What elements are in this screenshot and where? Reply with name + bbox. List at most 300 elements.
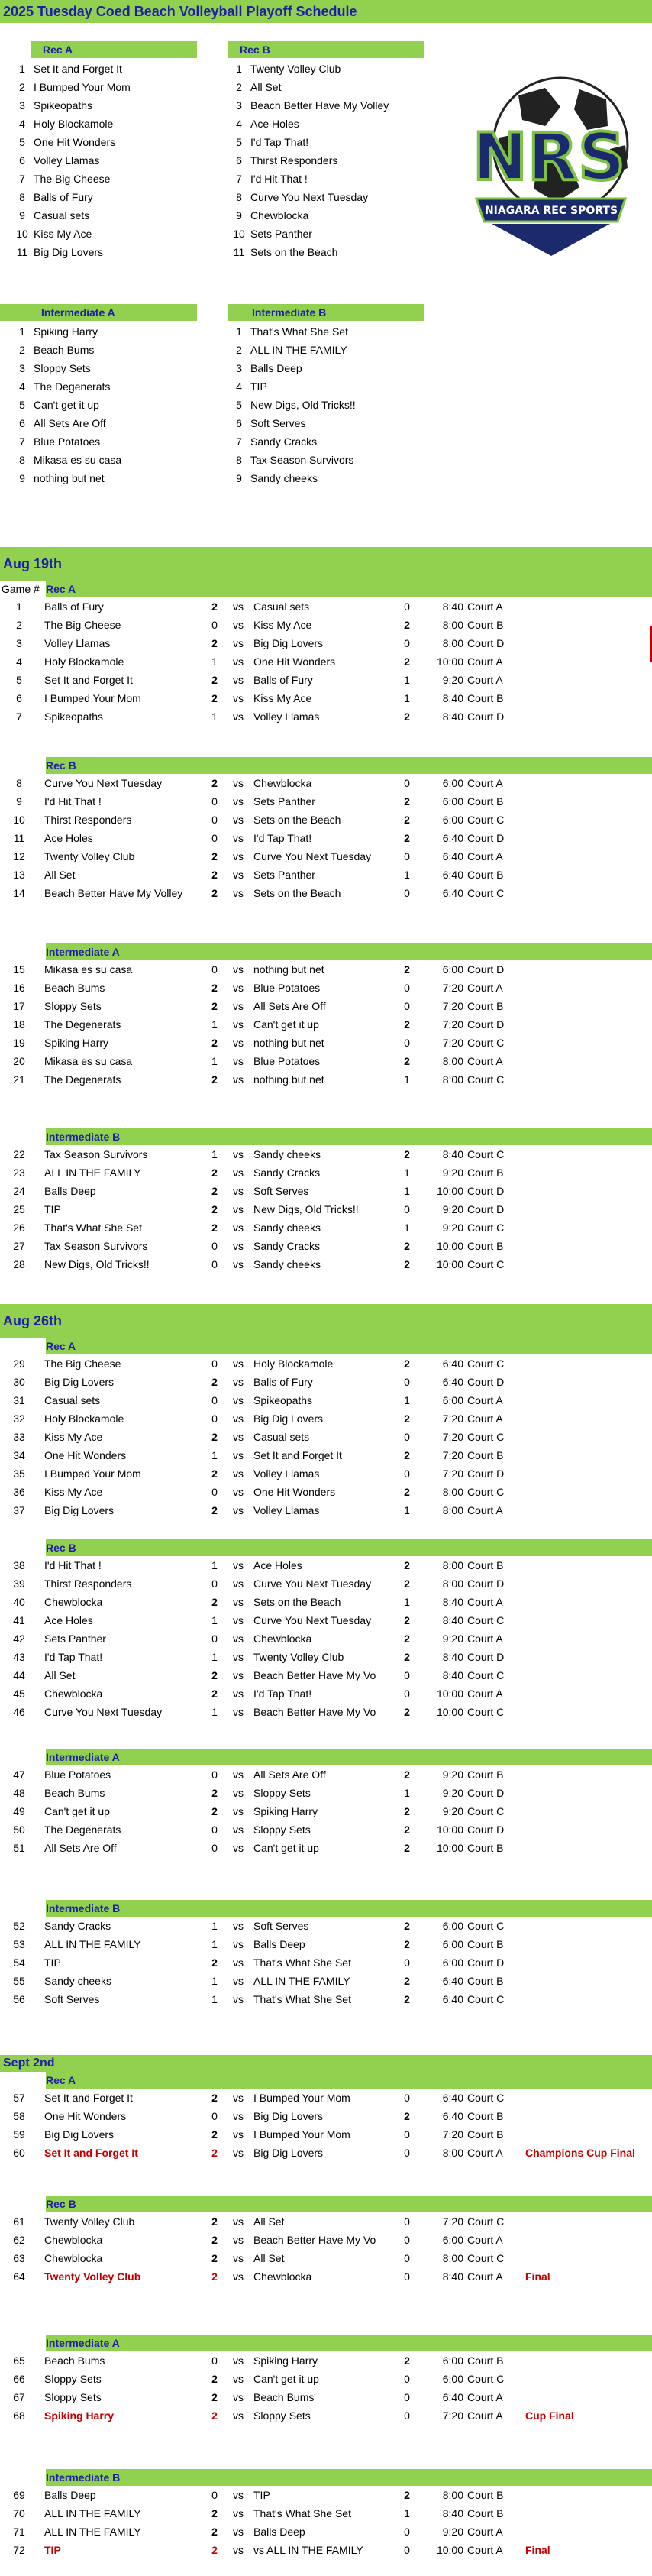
game-time: 8:40: [442, 692, 463, 704]
vs-label: vs: [233, 1000, 244, 1012]
game-number: 20: [13, 1055, 25, 1067]
seed-team-name: nothing but net: [34, 472, 105, 484]
vs-label: vs: [233, 710, 244, 723]
team-one: Balls Deep: [44, 1185, 96, 1197]
team-two-score: 1: [404, 1394, 410, 1406]
team-one: Kiss My Ace: [44, 1486, 103, 1498]
game-number: 39: [13, 1578, 25, 1590]
court: Court B: [467, 2507, 504, 2519]
game-row: [0, 1648, 652, 1666]
group-header: [0, 1539, 652, 1556]
court: Court C: [467, 1486, 505, 1498]
court: Court C: [467, 1431, 505, 1443]
game-time: 8:00: [442, 1055, 463, 1067]
team-one-score: 0: [211, 963, 218, 976]
seed-number: 9: [19, 209, 25, 222]
group-header: [0, 1338, 652, 1354]
team-two: Holy Blockamole: [253, 1358, 334, 1370]
game-row: [0, 2406, 652, 2425]
game-time: 7:20: [442, 1449, 463, 1461]
seed-number: 9: [236, 209, 242, 222]
seed-number: 9: [19, 472, 25, 484]
seed-team-name: Beach Better Have My Volley: [250, 99, 389, 112]
team-one-score: 2: [211, 1596, 218, 1608]
team-one: That's What She Set: [44, 1222, 142, 1234]
game-row: [0, 811, 652, 829]
game-time: 6:40: [442, 2110, 463, 2122]
game-row: [0, 2370, 652, 2388]
team-two-score: 0: [404, 2147, 410, 2159]
game-number: 51: [13, 1842, 25, 1854]
seed-team-name: Curve You Next Tuesday: [250, 191, 369, 203]
vs-label: vs: [233, 1240, 244, 1252]
game-row: [0, 707, 652, 726]
team-one: Sloppy Sets: [44, 1000, 102, 1012]
team-one: Spiking Harry: [44, 2409, 115, 2422]
team-two-score: 0: [404, 850, 410, 862]
game-number: 15: [13, 963, 25, 976]
game-time: 6:00: [442, 2373, 463, 2385]
game-number: 31: [13, 1394, 25, 1406]
team-two-score: 0: [404, 1468, 410, 1480]
seed-row: [11, 432, 217, 451]
team-one: I'd Hit That !: [44, 795, 102, 807]
team-one-score: 0: [211, 1769, 218, 1781]
game-row: [0, 1428, 652, 1446]
team-one-score: 2: [211, 777, 218, 789]
team-one: I Bumped Your Mom: [44, 1468, 141, 1480]
court: Court D: [467, 963, 505, 976]
seed-number: 1: [19, 325, 25, 338]
game-row: [0, 1354, 652, 1373]
team-one: Set It and Forget It: [44, 674, 133, 686]
game-number: 59: [13, 2128, 25, 2141]
court: Court A: [467, 674, 503, 686]
team-one: Ace Holes: [44, 1614, 93, 1626]
game-time: 6:00: [442, 1920, 463, 1932]
team-one-score: 1: [211, 1706, 218, 1718]
game-row: [0, 2212, 652, 2231]
team-one-score: 0: [211, 2110, 218, 2122]
team-two-score: 0: [404, 2252, 410, 2264]
seed-number: 2: [19, 81, 25, 93]
team-one-score: 0: [211, 1633, 218, 1645]
vs-label: vs: [233, 1559, 244, 1571]
team-two: Sandy cheeks: [253, 1148, 321, 1160]
team-one: Spiking Harry: [44, 1037, 109, 1049]
game-number: 45: [13, 1688, 25, 1700]
vs-label: vs: [233, 619, 244, 631]
court: Court C: [467, 887, 505, 899]
team-one-score: 0: [211, 619, 218, 631]
game-row: [0, 2125, 652, 2144]
team-two: Beach Bums: [253, 2391, 315, 2403]
seed-team-name: Volley Llamas: [34, 154, 100, 167]
seed-number: 8: [236, 191, 242, 203]
group-label: Rec A: [46, 2072, 652, 2089]
team-two: Sets on the Beach: [253, 814, 341, 826]
seed-team-name: I'd Hit That !: [250, 173, 308, 185]
game-row: [0, 1765, 652, 1784]
game-row: [0, 1464, 652, 1483]
vs-label: vs: [233, 1258, 244, 1270]
game-number: 43: [13, 1651, 25, 1663]
court: Court C: [467, 1993, 505, 2005]
team-one: ALL IN THE FAMILY: [44, 2507, 141, 2519]
court: Court A: [467, 2234, 503, 2246]
seed-number: 9: [236, 472, 242, 484]
seed-team-name: One Hit Wonders: [34, 136, 116, 148]
team-two-score: 1: [404, 674, 410, 686]
team-one-score: 2: [211, 1805, 218, 1817]
game-number: 70: [13, 2507, 25, 2519]
court: Court D: [467, 1185, 505, 1197]
game-time: 6:40: [442, 1975, 463, 1987]
court: Court D: [467, 710, 505, 723]
seed-team-name: Big Dig Lovers: [34, 246, 104, 258]
team-two: Sloppy Sets: [253, 1824, 311, 1836]
game-row: [0, 1015, 652, 1034]
court: Court C: [467, 1920, 505, 1932]
team-two-score: 2: [404, 1055, 410, 1067]
vs-label: vs: [233, 814, 244, 826]
vs-label: vs: [233, 795, 244, 807]
team-two: nothing but net: [253, 963, 324, 976]
seed-team-name: Spikeopaths: [34, 99, 93, 112]
vs-label: vs: [233, 1073, 244, 1086]
team-two-score: 0: [404, 2234, 410, 2246]
game-row: [0, 1574, 652, 1593]
court: Court A: [467, 2270, 503, 2283]
seed-row: [228, 432, 434, 451]
seed-team-name: Balls of Fury: [34, 191, 93, 203]
seed-team-name: Beach Bums: [34, 344, 95, 356]
team-two-score: 2: [404, 1258, 410, 1270]
team-two-score: 2: [404, 1706, 410, 1718]
team-two: nothing but net: [253, 1037, 324, 1049]
game-row: [0, 1373, 652, 1391]
group-label: Intermediate A: [46, 943, 652, 960]
team-one-score: 2: [211, 1376, 218, 1388]
team-one: The Degenerats: [44, 1018, 121, 1031]
vs-label: vs: [233, 1842, 244, 1854]
game-time: 6:00: [442, 2234, 463, 2246]
game-row: [0, 1070, 652, 1089]
vs-label: vs: [233, 655, 244, 668]
court: Court B: [467, 869, 504, 881]
seed-number: 5: [19, 399, 25, 411]
game-row: [0, 960, 652, 979]
vs-label: vs: [233, 2092, 244, 2104]
vs-label: vs: [233, 1018, 244, 1031]
team-one-score: 2: [211, 1185, 218, 1197]
game-number: 8: [16, 777, 22, 789]
vs-label: vs: [233, 1055, 244, 1067]
game-time: 7:20: [442, 1431, 463, 1443]
seed-number: 8: [19, 191, 25, 203]
game-number: 58: [13, 2110, 25, 2122]
team-one: Volley Llamas: [44, 637, 111, 649]
date-header: Sept 2nd: [0, 2055, 652, 2072]
team-one: Soft Serves: [44, 1993, 100, 2005]
game-number: 32: [13, 1413, 25, 1425]
team-one: All Sets Are Off: [44, 1842, 117, 1854]
team-one: Sets Panther: [44, 1633, 106, 1645]
team-one-score: 2: [211, 2526, 218, 2538]
seed-number: 5: [236, 399, 242, 411]
seed-number: 2: [19, 344, 25, 356]
game-row: [0, 597, 652, 616]
team-two: Big Dig Lovers: [253, 637, 324, 649]
court: Court A: [467, 1413, 503, 1425]
game-number: 41: [13, 1614, 25, 1626]
game-time: 8:00: [442, 1486, 463, 1498]
vs-label: vs: [233, 2215, 244, 2228]
team-two: Curve You Next Tuesday: [253, 1614, 372, 1626]
team-two-score: 0: [404, 2526, 410, 2538]
vs-label: vs: [233, 1975, 244, 1987]
game-number: 12: [13, 850, 25, 862]
court: Court A: [467, 2409, 503, 2422]
game-row: [0, 866, 652, 884]
court: Court C: [467, 2092, 505, 2104]
team-two-score: 2: [404, 963, 410, 976]
team-two: Sandy cheeks: [253, 1258, 321, 1270]
vs-label: vs: [233, 1769, 244, 1781]
game-number: 65: [13, 2354, 25, 2367]
team-one-score: 2: [211, 1956, 218, 1969]
vs-label: vs: [233, 1614, 244, 1626]
vs-label: vs: [233, 2147, 244, 2159]
court: Court B: [467, 795, 504, 807]
seed-row: [228, 188, 434, 206]
game-number: 61: [13, 2215, 25, 2228]
game-row: [0, 2231, 652, 2249]
logo-letters: NRS: [472, 119, 626, 196]
team-two: Sandy Cracks: [253, 1240, 321, 1252]
group-label: Rec B: [46, 1539, 652, 1556]
game-time: 6:40: [442, 869, 463, 881]
vs-label: vs: [233, 2354, 244, 2367]
team-one-score: 2: [211, 2507, 218, 2519]
team-two: TIP: [253, 2489, 270, 2501]
group-label: Intermediate A: [46, 1749, 652, 1765]
vs-label: vs: [233, 1633, 244, 1645]
final-note: Champions Cup Final: [525, 2147, 635, 2159]
team-two-score: 2: [404, 1358, 410, 1370]
game-time: 6:00: [442, 814, 463, 826]
court: Court B: [467, 1975, 504, 1987]
team-two: Balls Deep: [253, 2526, 305, 2538]
game-time: 9:20: [442, 1787, 463, 1799]
team-two-score: 2: [404, 832, 410, 844]
vs-label: vs: [233, 1706, 244, 1718]
seed-number: 7: [236, 173, 242, 185]
team-one: Sandy Cracks: [44, 1920, 111, 1932]
team-two: Soft Serves: [253, 1185, 309, 1197]
game-number: 56: [13, 1993, 25, 2005]
team-two-score: 2: [404, 1559, 410, 1571]
seed-number: 2: [236, 81, 242, 93]
team-one-score: 2: [211, 982, 218, 994]
team-one-score: 1: [211, 1993, 218, 2005]
court: Court C: [467, 1073, 505, 1086]
team-two: Spiking Harry: [253, 1805, 318, 1817]
game-time: 7:20: [442, 2128, 463, 2141]
seed-team-name: TIP: [250, 380, 267, 393]
seed-row: [11, 469, 217, 487]
team-one: The Big Cheese: [44, 1358, 121, 1370]
seed-row: [228, 225, 434, 243]
team-two: Sloppy Sets: [253, 2409, 311, 2422]
team-one-score: 2: [211, 600, 218, 613]
seed-row: [11, 322, 217, 341]
game-number: 34: [13, 1449, 25, 1461]
game-number: 5: [16, 674, 22, 686]
team-two: Can't get it up: [253, 1842, 319, 1854]
game-row: [0, 1629, 652, 1648]
team-one: Beach Bums: [44, 2354, 105, 2367]
seed-row: [11, 243, 217, 261]
team-two: Sets Panther: [253, 795, 315, 807]
game-time: 8:00: [442, 1559, 463, 1571]
game-row: [0, 2351, 652, 2370]
game-number: 6: [16, 692, 22, 704]
team-two: I Bumped Your Mom: [253, 2128, 350, 2141]
team-two-score: 1: [404, 1167, 410, 1179]
team-one: Thirst Responders: [44, 1578, 132, 1590]
team-one: Mikasa es su casa: [44, 1055, 133, 1067]
team-two-score: 0: [404, 1688, 410, 1700]
team-one: TIP: [44, 1203, 61, 1215]
team-one-score: 2: [211, 2544, 218, 2556]
team-two: Chewblocka: [253, 2270, 312, 2283]
seed-row: [228, 133, 434, 151]
court: Court C: [467, 1805, 505, 1817]
court: Court C: [467, 1614, 505, 1626]
game-row: [0, 2541, 652, 2559]
court: Court C: [467, 1669, 505, 1681]
team-two-score: 2: [404, 1018, 410, 1031]
team-one-score: 1: [211, 1018, 218, 1031]
vs-label: vs: [233, 1037, 244, 1049]
team-one-score: 0: [211, 2489, 218, 2501]
team-two: Big Dig Lovers: [253, 1413, 324, 1425]
seed-team-name: Can't get it up: [34, 399, 99, 411]
game-time: 6:00: [442, 2354, 463, 2367]
seed-team-name: Sandy cheeks: [250, 472, 318, 484]
seed-number: 3: [19, 99, 25, 112]
team-two-score: 2: [404, 1920, 410, 1932]
final-note: Cup Final: [525, 2409, 574, 2422]
team-two-score: 1: [404, 1504, 410, 1516]
team-one-score: 2: [211, 2147, 218, 2159]
team-two-score: 0: [404, 2391, 410, 2403]
team-one: TIP: [44, 1956, 61, 1969]
game-number: 53: [13, 1938, 25, 1950]
game-number: 40: [13, 1596, 25, 1608]
group-header: [0, 2469, 652, 2486]
seed-team-name: Balls Deep: [250, 362, 302, 374]
team-one: Ace Holes: [44, 832, 93, 844]
team-one-score: 2: [211, 850, 218, 862]
court: Court B: [467, 1449, 504, 1461]
team-two-score: 0: [404, 2373, 410, 2385]
game-number: 72: [13, 2544, 25, 2556]
seed-number: 11: [233, 246, 245, 258]
team-one-score: 2: [211, 1000, 218, 1012]
seed-row: [11, 377, 217, 396]
team-two-score: 0: [404, 600, 410, 613]
team-one: Balls Deep: [44, 2489, 96, 2501]
game-row: [0, 1802, 652, 1820]
vs-label: vs: [233, 1167, 244, 1179]
game-row: [0, 1182, 652, 1200]
game-number: 28: [13, 1258, 25, 1270]
team-one-score: 2: [211, 2092, 218, 2104]
team-two: That's What She Set: [253, 1993, 351, 2005]
game-row: [0, 652, 652, 671]
game-row: [0, 1163, 652, 1182]
team-two-score: 1: [404, 869, 410, 881]
game-number: 27: [13, 1240, 25, 1252]
team-one-score: 1: [211, 710, 218, 723]
seed-row: [228, 206, 434, 225]
team-one-score: 1: [211, 655, 218, 668]
team-two: Casual sets: [253, 1431, 310, 1443]
team-one-score: 2: [211, 1431, 218, 1443]
team-one-score: 2: [211, 2234, 218, 2246]
vs-label: vs: [233, 1376, 244, 1388]
game-time: 6:00: [442, 1938, 463, 1950]
seed-row: [11, 206, 217, 225]
game-number: 9: [16, 795, 22, 807]
game-row: [0, 1953, 652, 1972]
game-time: 8:00: [442, 2147, 463, 2159]
team-two-score: 2: [404, 1633, 410, 1645]
team-two-score: 1: [404, 692, 410, 704]
team-one: Chewblocka: [44, 1688, 103, 1700]
game-row: [0, 1052, 652, 1070]
team-one-score: 2: [211, 2409, 218, 2422]
seed-number: 7: [19, 435, 25, 448]
team-two-score: 2: [404, 795, 410, 807]
game-row: [0, 1034, 652, 1052]
logo-banner: NIAGARA REC SPORTS: [484, 205, 618, 217]
game-row: [0, 2089, 652, 2107]
vs-label: vs: [233, 2252, 244, 2264]
game-row: [0, 2249, 652, 2267]
court: Court C: [467, 2373, 505, 2385]
game-row: [0, 1237, 652, 1255]
court: Court C: [467, 1706, 505, 1718]
team-two-score: 0: [404, 1956, 410, 1969]
team-one: Set It and Forget It: [44, 2147, 138, 2159]
court: Court D: [467, 637, 505, 649]
group-label: Rec B: [46, 757, 652, 774]
game-time: 6:40: [442, 832, 463, 844]
team-two-score: 2: [404, 1769, 410, 1781]
seed-team-name: Holy Blockamole: [34, 118, 114, 130]
court: Court B: [467, 1769, 504, 1781]
seed-number: 1: [236, 63, 242, 75]
vs-label: vs: [233, 1449, 244, 1461]
seed-number: 3: [236, 362, 242, 374]
team-one: Thirst Responders: [44, 814, 132, 826]
seed-row: [11, 170, 217, 188]
seed-row: [228, 396, 434, 414]
team-one-score: 2: [211, 1222, 218, 1234]
